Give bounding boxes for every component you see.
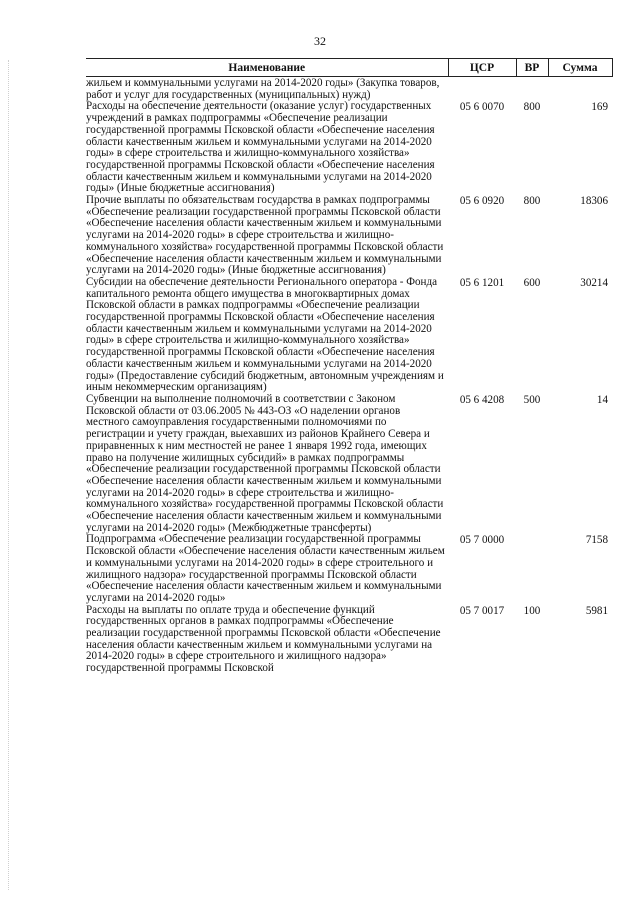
table-header-row <box>86 59 612 77</box>
table-row <box>86 101 612 195</box>
header-vr: ВР <box>516 59 548 77</box>
page-number: 32 <box>314 34 326 48</box>
row-sum: 5981 <box>585 604 608 617</box>
row-vr: 600 <box>523 276 541 289</box>
header-csr: ЦСР <box>448 59 516 77</box>
table-row <box>86 605 612 675</box>
row-csr: 05 6 4208 <box>459 393 505 406</box>
row-sum: 14 <box>596 393 608 406</box>
row-name: Расходы на выплаты по оплате труда и обеспечение функций государственных органов в рамках подпрограммы «Обеспечение реализации государственной программы Псковской области «Обеспечение населения области качественным жильем и коммунальными услугами на 2014-2020 годы» в сфере строительного и жилищного надзора» государственной программы Псковской <box>86 603 441 675</box>
row-csr: 05 7 0000 <box>459 534 505 547</box>
row-csr: 05 6 0920 <box>459 195 505 208</box>
row-csr: 05 6 0070 <box>459 101 505 114</box>
row-vr: 800 <box>523 195 541 208</box>
row-name: Субсидии на обеспечение деятельности Регионального оператора - Фонда капитального ремонта общего имущества в многоквартирных домах Псковской области в рамках подпрограммы «Обеспечение реализации государственной программы Псковской области «Обеспечение населения области качественным жильем и коммунальными услугами на 2014-2020 годы» в сфере строительства и жилищно-коммунального хозяйства» государственной программы Псковской области «Обеспечение населения области качественным жильем и коммунальными услугами на 2014-2020 годы» (Предоставление субсидий бюджетным, автономным учреждениям и иным некоммерческим организациям) <box>86 275 444 394</box>
row-vr: 500 <box>523 393 541 406</box>
row-name: жильем и коммунальными услугами на 2014-2020 годы» (Закупка товаров, работ и услуг для государственных (муниципальных) нужд) <box>86 77 440 101</box>
row-sum: 30214 <box>580 276 608 289</box>
row-sum <box>548 77 612 102</box>
table-row <box>86 77 612 102</box>
row-name: Прочие выплаты по обязательствам государства в рамках подпрограммы «Обеспечение реализации государственной программы Псковской области «Обеспечение населения области качественным жильем и коммунальными услугами на 2014-2020 годы» в сфере строительства и жилищно-коммунального хозяйства» государственной программы Псковской области «Обеспечение населения области качественным жильем и коммунальными услугами на 2014-2020 годы» (Иные бюджетные ассигнования) <box>86 194 444 277</box>
row-name: Субвенции на выполнение полномочий в соответствии с Законом Псковской области от 03.06.2005 № 443-ОЗ «О наделении органов местного самоуправления государственными полномочиями по регистрации и учету граждан, выехавших из районов Крайнего Севера и приравненных к ним местностей не ранее 1 января 1992 года, имеющих право на получение жилищных субсидий» в рамках подпрограммы «Обеспечение реализации государственной программы Псковской области «Обеспечение населения области качественным жильем и коммунальными услугами на 2014-2020 годы» в сфере строительства и жилищно-коммунального хозяйства» государственной программы Псковской области «Обеспечение населения области качественным жильем и коммунальными услугами на 2014-2020 годы» (Межбюджетные трансферты) <box>86 392 444 534</box>
row-vr: 800 <box>523 101 541 114</box>
row-csr: 05 7 0017 <box>459 604 505 617</box>
row-sum: 169 <box>591 101 608 114</box>
row-sum: 7158 <box>585 534 608 547</box>
row-name: Подпрограмма «Обеспечение реализации государственной программы Псковской области «Обеспечение населения области качественным жильем и коммунальными услугами на 2014-2020 годы» в сфере строительного и жилищного надзора» государственной программы Псковской области «Обеспечение населения области качественным жильем и коммунальными услугами на 2014-2020 годы» <box>86 533 445 604</box>
row-sum: 18306 <box>580 195 608 208</box>
table-row <box>86 394 612 534</box>
row-name: Расходы на обеспечение деятельности (оказание услуг) государственных учреждений в рамках подпрограммы «Обеспечение реализации государственной программы Псковской области «Обеспечение населения области качественным жильем и коммунальными услугами на 2014-2020 годы» в сфере строительства и жилищно-коммунального хозяйства» государственной программы Псковской области «Обеспечение населения области качественным жильем и коммунальными услугами на 2014-2020 годы» (Иные бюджетные ассигнования) <box>86 100 435 195</box>
table-row <box>86 534 612 604</box>
row-vr <box>516 77 548 102</box>
table-row <box>86 195 612 277</box>
row-csr: 05 6 1201 <box>459 276 505 289</box>
table-row <box>86 277 612 394</box>
row-vr: 100 <box>523 604 541 617</box>
row-csr <box>448 77 516 102</box>
budget-table <box>86 58 613 675</box>
row-vr <box>516 534 548 604</box>
scan-edge-line <box>8 60 10 890</box>
header-sum: Сумма <box>548 59 612 77</box>
header-name: Наименование <box>86 59 448 77</box>
